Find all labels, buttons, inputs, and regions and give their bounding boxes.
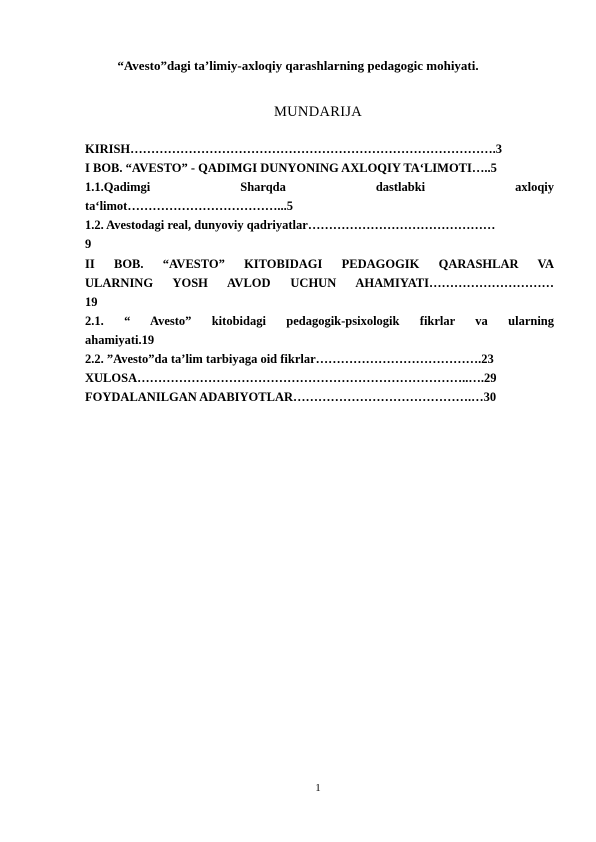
toc-entry-chapter-2: II BOB. “AVESTO” KITOBIDAGI PEDAGOGIK QARASHLAR VA — [85, 256, 554, 271]
toc-entry-2-1-cont: ahamiyati.19 — [85, 332, 155, 347]
toc-entry-2-2: 2.2. ”Avesto”da ta’lim tarbiyaga oid fikrlar………………………………….23 — [85, 352, 494, 367]
toc-entry-xulosa: XULOSA……………………………………………………………………..….29 — [85, 371, 497, 386]
toc-entry-1-1-cont: ta‘limot………………………………...5 — [85, 199, 293, 214]
toc-heading: MUNDARIJA — [273, 104, 363, 120]
toc-entry-1-2: 1.2. Avestodagi real, dunyoviy qadriyatlar……………………………………… — [85, 218, 496, 233]
toc-entry-kirish: KIRISH…………………………………………………………………………….3 — [85, 142, 503, 156]
toc-entry-chapter-1: I BOB. “AVESTO” - QADIMGI DUNYONING AXLOQIY TA‘LIMOTI…..5 — [85, 161, 497, 176]
page-number: 1 — [315, 782, 321, 794]
toc-entry-1-1: 1.1.Qadimgi Sharqda dastlabki axloqiy — [85, 180, 554, 195]
toc-entry-chapter-2-page: 19 — [85, 294, 98, 309]
toc-entry-1-2-page: 9 — [85, 237, 92, 252]
toc-entry-chapter-2-cont: ULARNING YOSH AVLOD UCHUN AHAMIYATI………………………… — [85, 275, 554, 290]
toc-entry-2-1: 2.1. “ Avesto” kitobidagi pedagogik-psixologik fikrlar va ularning — [85, 313, 554, 328]
table-of-contents — [85, 140, 554, 407]
toc-entry-bibliography: FOYDALANILGAN ADABIYOTLAR…………………………………….…30 — [85, 390, 497, 405]
document-title: “Avesto”dagi ta’limiy-axloqiy qarashlarning pedagogic mohiyati. — [117, 58, 479, 73]
